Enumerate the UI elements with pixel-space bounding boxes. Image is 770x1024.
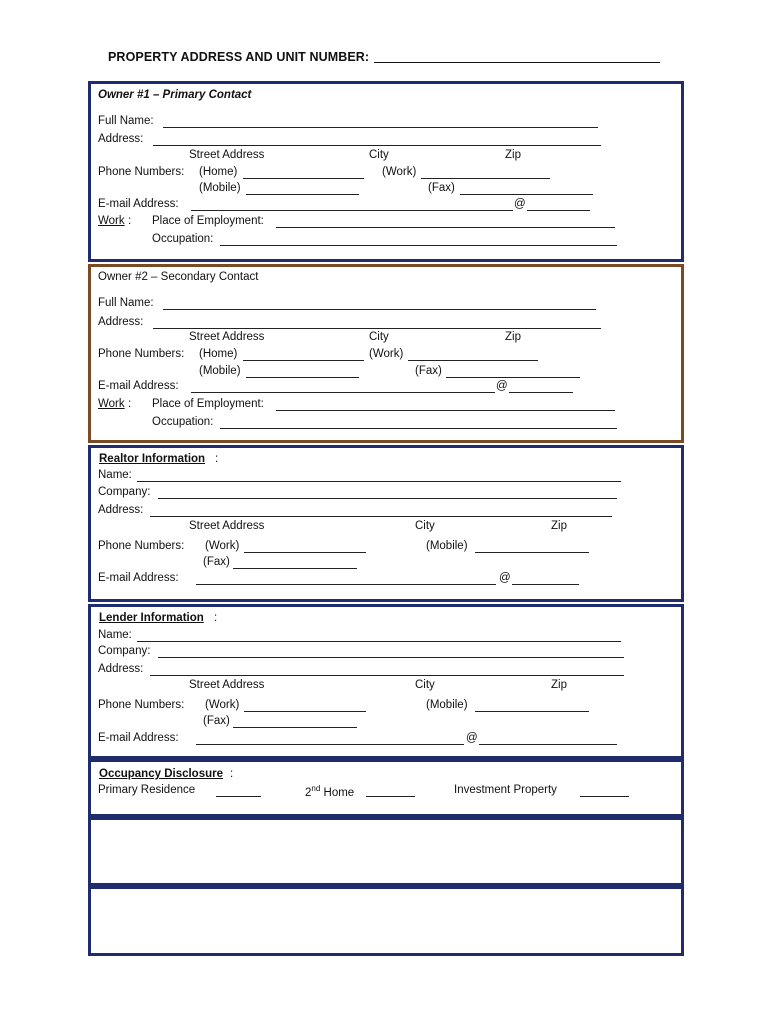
lender-mobile-field[interactable] bbox=[475, 711, 589, 712]
lender-fax-label: (Fax) bbox=[203, 715, 230, 727]
lender-city-caption: City bbox=[415, 679, 435, 691]
lender-name-field[interactable] bbox=[137, 641, 621, 642]
lender-company-field[interactable] bbox=[158, 657, 624, 658]
realtor-mobile-field[interactable] bbox=[475, 552, 589, 553]
realtor-mobile-label: (Mobile) bbox=[426, 540, 468, 552]
owner2-home-field[interactable] bbox=[243, 360, 364, 361]
owner2-employment-field[interactable] bbox=[276, 410, 615, 411]
occupancy-title: Occupancy Disclosure bbox=[99, 768, 223, 780]
owner1-employment-field[interactable] bbox=[276, 227, 615, 228]
realtor-fax-field[interactable] bbox=[233, 568, 357, 569]
occupancy-primary-label: Primary Residence bbox=[98, 784, 196, 796]
owner2-mobile-label: (Mobile) bbox=[199, 365, 241, 377]
owner1-email-at: @ bbox=[514, 198, 526, 210]
lender-mobile-label: (Mobile) bbox=[426, 699, 468, 711]
owner1-mobile-field[interactable] bbox=[246, 194, 359, 195]
owner2-fax-field[interactable] bbox=[446, 377, 580, 378]
realtor-title: Realtor Information bbox=[99, 453, 206, 465]
owner2-employment-label: Place of Employment: bbox=[152, 398, 264, 410]
realtor-fax-label: (Fax) bbox=[203, 556, 230, 568]
owner2-occupation-label: Occupation: bbox=[152, 416, 214, 428]
owner1-address-field[interactable] bbox=[153, 145, 601, 146]
owner1-street-caption: Street Address bbox=[189, 149, 265, 161]
lender-email-user-field[interactable] bbox=[196, 744, 464, 745]
lender-street-caption: Street Address bbox=[189, 679, 265, 691]
realtor-email-label: E-mail Address: bbox=[98, 572, 179, 584]
owner1-fax-label: (Fax) bbox=[428, 182, 455, 194]
occupancy-title-colon: : bbox=[230, 768, 234, 780]
realtor-name-label: Name: bbox=[98, 469, 132, 481]
owner1-occupation-field[interactable] bbox=[220, 245, 617, 246]
occupancy-second-suffix: Home bbox=[323, 786, 355, 799]
owner2-work-phone-field[interactable] bbox=[408, 360, 538, 361]
lender-zip-caption: Zip bbox=[551, 679, 567, 691]
lender-work-phone-field[interactable] bbox=[244, 711, 366, 712]
owner2-email-label: E-mail Address: bbox=[98, 380, 179, 392]
realtor-email-domain-field[interactable] bbox=[512, 584, 579, 585]
lender-name-label: Name: bbox=[98, 629, 132, 641]
owner2-occupation-field[interactable] bbox=[220, 428, 617, 429]
occupancy-second-sup: nd bbox=[311, 784, 321, 793]
owner2-work-phone-label: (Work) bbox=[369, 348, 404, 360]
owner2-address-label: Address: bbox=[98, 316, 144, 328]
realtor-street-caption: Street Address bbox=[189, 520, 265, 532]
owner2-work-label: Work bbox=[98, 398, 125, 410]
occupancy-second-home-label bbox=[305, 784, 354, 799]
occupancy-investment-label: Investment Property bbox=[454, 784, 557, 796]
owner1-fax-field[interactable] bbox=[460, 194, 593, 195]
property-address-label: PROPERTY ADDRESS AND UNIT NUMBER: bbox=[108, 50, 370, 64]
owner2-full-name-label: Full Name: bbox=[98, 297, 154, 309]
realtor-email-at: @ bbox=[499, 572, 511, 584]
lender-email-domain-field[interactable] bbox=[479, 744, 617, 745]
owner1-home-label: (Home) bbox=[199, 166, 238, 178]
realtor-company-label: Company: bbox=[98, 486, 151, 498]
realtor-company-field[interactable] bbox=[158, 498, 617, 499]
property-address-field[interactable] bbox=[374, 62, 660, 63]
owner1-work-phone-field[interactable] bbox=[421, 178, 550, 179]
owner1-work-phone-label: (Work) bbox=[382, 166, 417, 178]
blank-section-1 bbox=[88, 817, 684, 886]
owner1-full-name-field[interactable] bbox=[163, 127, 598, 128]
owner1-work-colon: : bbox=[128, 215, 132, 227]
owner1-title: Owner #1 – Primary Contact bbox=[98, 89, 252, 101]
lender-email-label: E-mail Address: bbox=[98, 732, 179, 744]
owner1-email-domain-field[interactable] bbox=[527, 210, 590, 211]
realtor-address-label: Address: bbox=[98, 504, 144, 516]
owner2-mobile-field[interactable] bbox=[246, 377, 359, 378]
lender-title-colon: : bbox=[214, 612, 218, 624]
owner2-email-domain-field[interactable] bbox=[509, 392, 573, 393]
owner1-mobile-label: (Mobile) bbox=[199, 182, 241, 194]
realtor-city-caption: City bbox=[415, 520, 435, 532]
owner2-full-name-field[interactable] bbox=[163, 309, 596, 310]
realtor-address-field[interactable] bbox=[150, 516, 612, 517]
realtor-work-phone-field[interactable] bbox=[244, 552, 366, 553]
realtor-title-colon: : bbox=[215, 453, 219, 465]
lender-email-at: @ bbox=[466, 732, 478, 744]
owner2-address-field[interactable] bbox=[153, 328, 601, 329]
owner2-zip-caption: Zip bbox=[505, 331, 521, 343]
lender-phone-label: Phone Numbers: bbox=[98, 699, 185, 711]
owner1-city-caption: City bbox=[369, 149, 389, 161]
owner2-phone-label: Phone Numbers: bbox=[98, 348, 185, 360]
lender-address-label: Address: bbox=[98, 663, 144, 675]
owner2-street-caption: Street Address bbox=[189, 331, 265, 343]
owner1-employment-label: Place of Employment: bbox=[152, 215, 264, 227]
lender-work-phone-label: (Work) bbox=[205, 699, 240, 711]
lender-title: Lender Information bbox=[99, 612, 204, 624]
owner1-home-field[interactable] bbox=[243, 178, 364, 179]
occupancy-second-prefix: 2 bbox=[305, 786, 312, 799]
owner2-title: Owner #2 – Secondary Contact bbox=[98, 271, 259, 283]
owner2-work-colon: : bbox=[128, 398, 132, 410]
occupancy-second-home-field[interactable] bbox=[366, 796, 415, 797]
realtor-phone-label: Phone Numbers: bbox=[98, 540, 185, 552]
owner2-email-user-field[interactable] bbox=[191, 392, 495, 393]
realtor-work-phone-label: (Work) bbox=[205, 540, 240, 552]
owner1-occupation-label: Occupation: bbox=[152, 233, 214, 245]
owner1-work-label: Work bbox=[98, 215, 125, 227]
lender-company-label: Company: bbox=[98, 645, 151, 657]
owner1-email-user-field[interactable] bbox=[191, 210, 513, 211]
owner2-home-label: (Home) bbox=[199, 348, 238, 360]
owner1-zip-caption: Zip bbox=[505, 149, 521, 161]
realtor-email-user-field[interactable] bbox=[196, 584, 496, 585]
realtor-zip-caption: Zip bbox=[551, 520, 567, 532]
owner1-email-label: E-mail Address: bbox=[98, 198, 179, 210]
owner1-phone-label: Phone Numbers: bbox=[98, 166, 185, 178]
owner2-fax-label: (Fax) bbox=[415, 365, 442, 377]
owner1-address-label: Address: bbox=[98, 133, 144, 145]
occupancy-primary-field[interactable] bbox=[216, 796, 261, 797]
lender-fax-field[interactable] bbox=[233, 727, 357, 728]
owner2-city-caption: City bbox=[369, 331, 389, 343]
blank-section-2 bbox=[88, 886, 684, 956]
owner2-email-at: @ bbox=[496, 380, 508, 392]
realtor-name-field[interactable] bbox=[137, 481, 621, 482]
occupancy-investment-field[interactable] bbox=[580, 796, 629, 797]
lender-address-field[interactable] bbox=[150, 675, 624, 676]
owner1-full-name-label: Full Name: bbox=[98, 115, 154, 127]
